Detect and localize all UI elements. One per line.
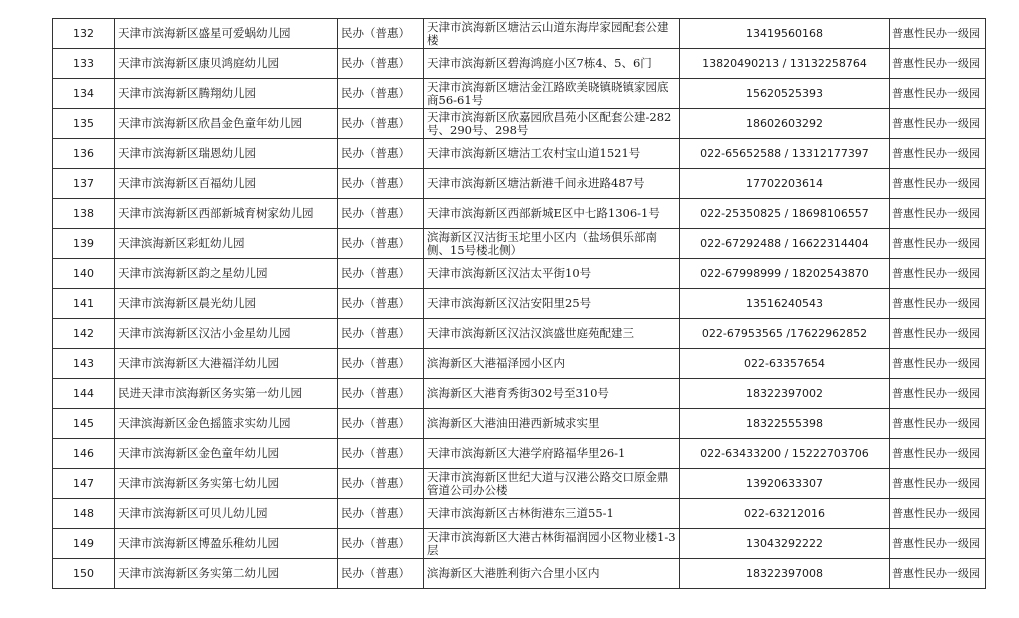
kindergarten-name: 天津市滨海新区金色童年幼儿园 xyxy=(115,439,338,469)
school-type: 民办（普惠） xyxy=(338,439,424,469)
school-type: 民办（普惠） xyxy=(338,49,424,79)
kindergarten-name: 天津市滨海新区盛星可爱蜗幼儿园 xyxy=(115,19,338,49)
table-row xyxy=(53,319,986,349)
address: 天津市滨海新区西部新城E区中七路1306-1号 xyxy=(424,199,680,229)
school-type: 民办（普惠） xyxy=(338,109,424,139)
school-type: 民办（普惠） xyxy=(338,469,424,499)
school-type: 民办（普惠） xyxy=(338,409,424,439)
rating-level: 普惠性民办一级园 xyxy=(890,319,986,349)
address: 天津市滨海新区汉沽太平街10号 xyxy=(424,259,680,289)
table-row xyxy=(53,499,986,529)
address: 天津市滨海新区大港学府路福华里26-1 xyxy=(424,439,680,469)
kindergarten-name: 民进天津市滨海新区务实第一幼儿园 xyxy=(115,379,338,409)
phone: 022-63357654 xyxy=(680,349,890,379)
table-row xyxy=(53,289,986,319)
table-row xyxy=(53,379,986,409)
school-type: 民办（普惠） xyxy=(338,289,424,319)
address: 天津市滨海新区欣嘉园欣昌苑小区配套公建-282号、290号、298号 xyxy=(424,109,680,139)
phone: 18602603292 xyxy=(680,109,890,139)
kindergarten-name: 天津市滨海新区晨光幼儿园 xyxy=(115,289,338,319)
kindergarten-name: 天津市滨海新区务实第二幼儿园 xyxy=(115,559,338,589)
table-row xyxy=(53,559,986,589)
kindergarten-name: 天津滨海新区彩虹幼儿园 xyxy=(115,229,338,259)
phone: 022-67953565 /17622962852 xyxy=(680,319,890,349)
table-row xyxy=(53,79,986,109)
row-number: 135 xyxy=(53,109,115,139)
row-number: 133 xyxy=(53,49,115,79)
rating-level: 普惠性民办一级园 xyxy=(890,349,986,379)
phone: 022-67292488 / 16622314404 xyxy=(680,229,890,259)
rating-level: 普惠性民办一级园 xyxy=(890,409,986,439)
school-type: 民办（普惠） xyxy=(338,19,424,49)
kindergarten-name: 天津市滨海新区欣昌金色童年幼儿园 xyxy=(115,109,338,139)
rating-level: 普惠性民办一级园 xyxy=(890,499,986,529)
row-number: 137 xyxy=(53,169,115,199)
school-type: 民办（普惠） xyxy=(338,349,424,379)
row-number: 132 xyxy=(53,19,115,49)
table-row xyxy=(53,199,986,229)
school-type: 民办（普惠） xyxy=(338,259,424,289)
row-number: 138 xyxy=(53,199,115,229)
school-type: 民办（普惠） xyxy=(338,529,424,559)
address: 滨海新区汉沽街玉坨里小区内（盐场俱乐部南侧、15号楼北侧） xyxy=(424,229,680,259)
table-row xyxy=(53,19,986,49)
rating-level: 普惠性民办一级园 xyxy=(890,199,986,229)
address: 天津市滨海新区汉沽安阳里25号 xyxy=(424,289,680,319)
phone: 022-63433200 / 15222703706 xyxy=(680,439,890,469)
table-row xyxy=(53,349,986,379)
phone: 17702203614 xyxy=(680,169,890,199)
address: 天津市滨海新区塘沽金江路欧美晓镇晓镇家园底商56-61号 xyxy=(424,79,680,109)
address: 天津市滨海新区塘沽云山道东海岸家园配套公建楼 xyxy=(424,19,680,49)
school-type: 民办（普惠） xyxy=(338,499,424,529)
kindergarten-name: 天津市滨海新区博盈乐稚幼儿园 xyxy=(115,529,338,559)
table-row xyxy=(53,229,986,259)
address: 天津市滨海新区汉沽汉滨盛世庭苑配建三 xyxy=(424,319,680,349)
rating-level: 普惠性民办一级园 xyxy=(890,529,986,559)
kindergarten-name: 天津市滨海新区康贝鸿庭幼儿园 xyxy=(115,49,338,79)
row-number: 134 xyxy=(53,79,115,109)
phone: 13419560168 xyxy=(680,19,890,49)
row-number: 141 xyxy=(53,289,115,319)
row-number: 145 xyxy=(53,409,115,439)
rating-level: 普惠性民办一级园 xyxy=(890,229,986,259)
row-number: 142 xyxy=(53,319,115,349)
rating-level: 普惠性民办一级园 xyxy=(890,169,986,199)
kindergarten-name: 天津市滨海新区腾翔幼儿园 xyxy=(115,79,338,109)
address: 滨海新区大港胜利街六合里小区内 xyxy=(424,559,680,589)
row-number: 148 xyxy=(53,499,115,529)
school-type: 民办（普惠） xyxy=(338,559,424,589)
phone: 022-25350825 / 18698106557 xyxy=(680,199,890,229)
table-row xyxy=(53,439,986,469)
table-row xyxy=(53,529,986,559)
school-type: 民办（普惠） xyxy=(338,379,424,409)
phone: 18322555398 xyxy=(680,409,890,439)
address: 滨海新区大港福泽园小区内 xyxy=(424,349,680,379)
table-row xyxy=(53,109,986,139)
row-number: 140 xyxy=(53,259,115,289)
address: 天津市滨海新区大港古林街福润园小区物业楼1-3层 xyxy=(424,529,680,559)
phone: 022-67998999 / 18202543870 xyxy=(680,259,890,289)
table-row xyxy=(53,169,986,199)
kindergarten-name: 天津市滨海新区大港福洋幼儿园 xyxy=(115,349,338,379)
address: 天津市滨海新区塘沽工农村宝山道1521号 xyxy=(424,139,680,169)
school-type: 民办（普惠） xyxy=(338,79,424,109)
phone: 18322397002 xyxy=(680,379,890,409)
phone: 13043292222 xyxy=(680,529,890,559)
kindergarten-table-page xyxy=(52,18,985,589)
table-row xyxy=(53,139,986,169)
kindergarten-name: 天津市滨海新区百福幼儿园 xyxy=(115,169,338,199)
kindergarten-name: 天津市滨海新区瑞恩幼儿园 xyxy=(115,139,338,169)
address: 天津市滨海新区世纪大道与汉港公路交口原金鼎管道公司办公楼 xyxy=(424,469,680,499)
phone: 13516240543 xyxy=(680,289,890,319)
phone: 18322397008 xyxy=(680,559,890,589)
table-body xyxy=(53,19,986,589)
address: 滨海新区大港育秀街302号至310号 xyxy=(424,379,680,409)
kindergarten-name: 天津市滨海新区西部新城育树家幼儿园 xyxy=(115,199,338,229)
rating-level: 普惠性民办一级园 xyxy=(890,439,986,469)
rating-level: 普惠性民办一级园 xyxy=(890,19,986,49)
row-number: 143 xyxy=(53,349,115,379)
rating-level: 普惠性民办一级园 xyxy=(890,559,986,589)
phone: 13820490213 / 13132258764 xyxy=(680,49,890,79)
rating-level: 普惠性民办一级园 xyxy=(890,469,986,499)
phone: 022-63212016 xyxy=(680,499,890,529)
row-number: 146 xyxy=(53,439,115,469)
row-number: 139 xyxy=(53,229,115,259)
address: 天津市滨海新区碧海鸿庭小区7栋4、5、6门 xyxy=(424,49,680,79)
kindergarten-name: 天津市滨海新区可贝儿幼儿园 xyxy=(115,499,338,529)
kindergarten-name: 天津市滨海新区汉沽小金星幼儿园 xyxy=(115,319,338,349)
address: 天津市滨海新区塘沽新港千间永进路487号 xyxy=(424,169,680,199)
kindergarten-table xyxy=(52,18,986,589)
phone: 15620525393 xyxy=(680,79,890,109)
table-row xyxy=(53,409,986,439)
school-type: 民办（普惠） xyxy=(338,229,424,259)
row-number: 150 xyxy=(53,559,115,589)
address: 天津市滨海新区古林街港东三道55-1 xyxy=(424,499,680,529)
school-type: 民办（普惠） xyxy=(338,169,424,199)
table-row xyxy=(53,49,986,79)
rating-level: 普惠性民办一级园 xyxy=(890,289,986,319)
rating-level: 普惠性民办一级园 xyxy=(890,49,986,79)
table-row xyxy=(53,469,986,499)
rating-level: 普惠性民办一级园 xyxy=(890,109,986,139)
phone: 13920633307 xyxy=(680,469,890,499)
address: 滨海新区大港油田港西新城求实里 xyxy=(424,409,680,439)
school-type: 民办（普惠） xyxy=(338,319,424,349)
kindergarten-name: 天津市滨海新区务实第七幼儿园 xyxy=(115,469,338,499)
rating-level: 普惠性民办一级园 xyxy=(890,139,986,169)
rating-level: 普惠性民办一级园 xyxy=(890,259,986,289)
school-type: 民办（普惠） xyxy=(338,199,424,229)
table-row xyxy=(53,259,986,289)
rating-level: 普惠性民办一级园 xyxy=(890,379,986,409)
kindergarten-name: 天津滨海新区金色摇篮求实幼儿园 xyxy=(115,409,338,439)
row-number: 149 xyxy=(53,529,115,559)
row-number: 147 xyxy=(53,469,115,499)
phone: 022-65652588 / 13312177397 xyxy=(680,139,890,169)
row-number: 136 xyxy=(53,139,115,169)
rating-level: 普惠性民办一级园 xyxy=(890,79,986,109)
row-number: 144 xyxy=(53,379,115,409)
school-type: 民办（普惠） xyxy=(338,139,424,169)
kindergarten-name: 天津市滨海新区韵之星幼儿园 xyxy=(115,259,338,289)
